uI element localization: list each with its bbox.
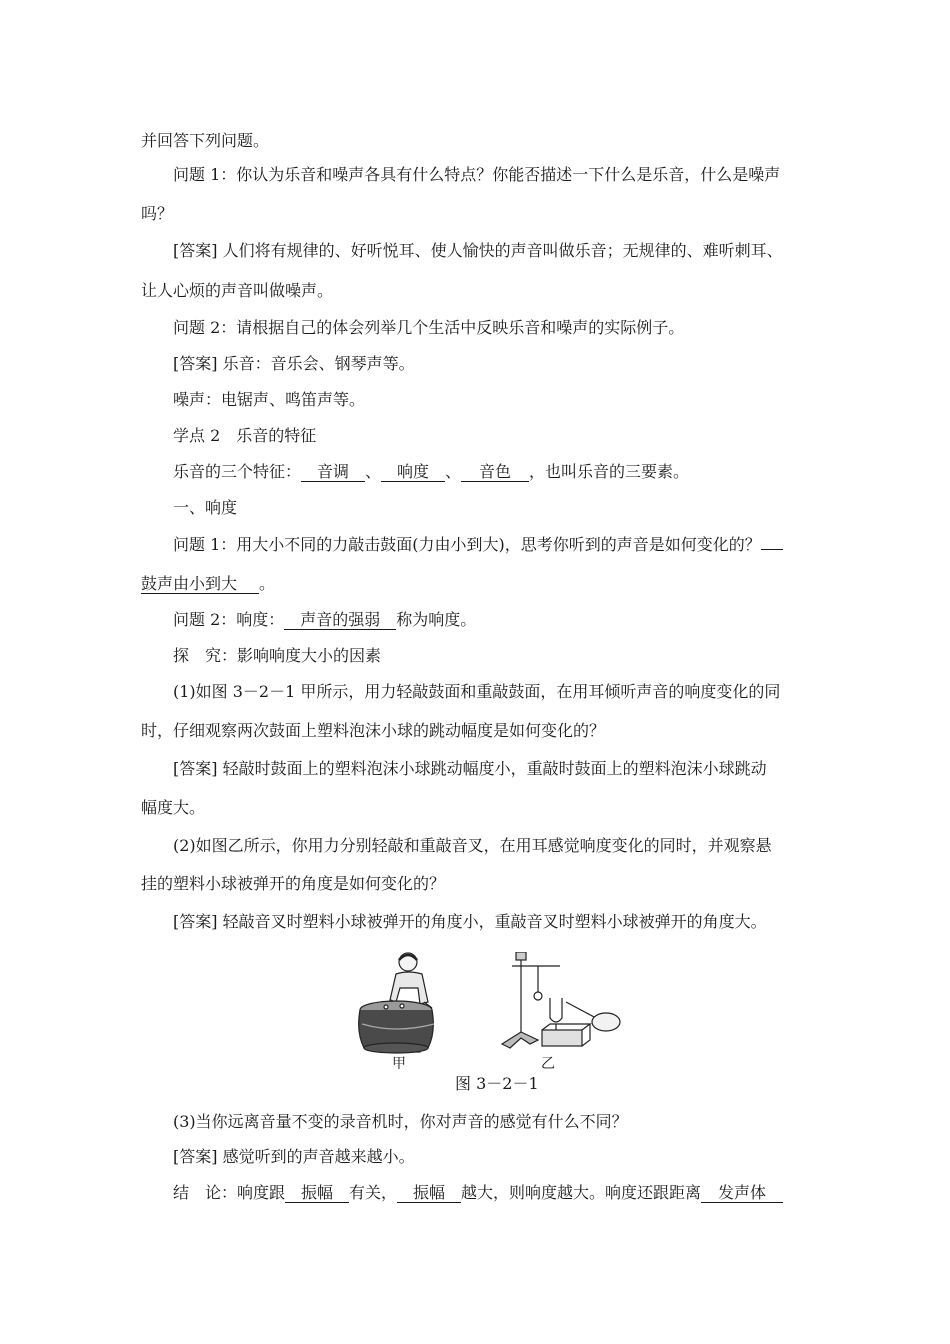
- figure-3-2-1: [352, 952, 642, 1062]
- answer-line: [141, 574, 275, 594]
- text-line: 让人心烦的声音叫做噪声。: [141, 281, 334, 300]
- figure-caption: 图 3－2－1: [455, 1074, 539, 1093]
- subsection-heading: 一、响度: [173, 498, 238, 517]
- answer-blank: 音调: [301, 463, 365, 482]
- answer-experiment-3: [答案] 感觉听到的声音越来越小。: [173, 1147, 415, 1166]
- question-suffix: 称为响度。: [396, 610, 477, 629]
- explore-heading: 探 究：影响响度大小的因素: [173, 646, 382, 665]
- conclusion-text: 有关，: [349, 1183, 398, 1202]
- section-heading: 学点 2 乐音的特征: [173, 426, 317, 445]
- text-line: 吗？: [141, 204, 174, 223]
- question-text: 问题 2：响度：: [173, 610, 285, 629]
- figure-label-b: 乙: [541, 1056, 555, 1072]
- answer-blank: 发声体: [701, 1184, 783, 1203]
- experiment-1: (1)如图 3－2－1 甲所示，用力轻敲鼓面和重敲鼓面，在用耳倾听声音的响度变化的同: [173, 682, 781, 701]
- separator: 、: [365, 462, 382, 481]
- answer-blank: 响度: [381, 463, 445, 482]
- answer-1: [答案] 人们将有规律的、好听悦耳、使人愉快的声音叫做乐音；无规律的、难听刺耳、: [173, 241, 783, 260]
- drum-figure-a: [359, 953, 434, 1053]
- experiment-2: (2)如图乙所示，你用力分别轻敲和重敲音叉，在用耳感觉响度变化的同时，并观察悬: [173, 836, 772, 855]
- answer-2: [答案] 乐音：音乐会、钢琴声等。: [173, 354, 415, 373]
- question-2: 问题 2：请根据自己的体会列举几个生活中反映乐音和噪声的实际例子。: [173, 318, 685, 337]
- text-line: 挂的塑料小球被弹开的角度是如何变化的？: [141, 874, 446, 893]
- text-line: 时，仔细观察两次鼓面上塑料泡沫小球的跳动幅度是如何变化的？: [141, 721, 606, 740]
- features-suffix: ，也叫乐音的三要素。: [529, 462, 690, 481]
- text-line: 幅度大。: [141, 798, 206, 817]
- question-loudness-1: [173, 535, 783, 555]
- answer-blank-start: [761, 549, 783, 550]
- answer-experiment-2: [答案] 轻敲音叉时塑料小球被弹开的角度小，重敲音叉时塑料小球被弹开的角度大。: [173, 912, 767, 931]
- question-text: 问题 1：用大小不同的力敲击鼓面(力由小到大)，思考你听到的声音是如何变化的？: [173, 535, 761, 554]
- figure-illustration: [352, 952, 642, 1062]
- answer-blank: 鼓声由小到大: [141, 575, 259, 594]
- text-line: 并回答下列问题。: [141, 131, 270, 150]
- separator: 、: [445, 462, 462, 481]
- experiment-3: (3)当你远离音量不变的录音机时，你对声音的感觉有什么不同？: [173, 1112, 628, 1131]
- conclusion-line: [173, 1183, 783, 1203]
- tuning-fork-figure-b: [502, 952, 620, 1048]
- answer-blank: 音色: [461, 463, 529, 482]
- answer-experiment-1: [答案] 轻敲时鼓面上的塑料泡沫小球跳动幅度小，重敲时鼓面上的塑料泡沫小球跳动: [173, 759, 767, 778]
- figure-label-a: 甲: [392, 1056, 406, 1072]
- features-prefix: 乐音的三个特征：: [173, 462, 302, 481]
- answer-blank: 振幅: [285, 1184, 349, 1203]
- conclusion-text: 越大，则响度越大。响度还跟距离: [461, 1183, 702, 1202]
- answer-blank: 振幅: [397, 1184, 461, 1203]
- question-loudness-2: [173, 610, 476, 630]
- period: 。: [259, 574, 276, 593]
- answer-blank: 声音的强弱: [284, 611, 396, 630]
- features-line: [173, 462, 689, 482]
- conclusion-prefix: 结 论：响度跟: [173, 1183, 286, 1202]
- text-line: 噪声：电锯声、鸣笛声等。: [173, 390, 366, 409]
- question-1: 问题 1：你认为乐音和噪声各具有什么特点？你能否描述一下什么是乐音，什么是噪声: [173, 165, 781, 184]
